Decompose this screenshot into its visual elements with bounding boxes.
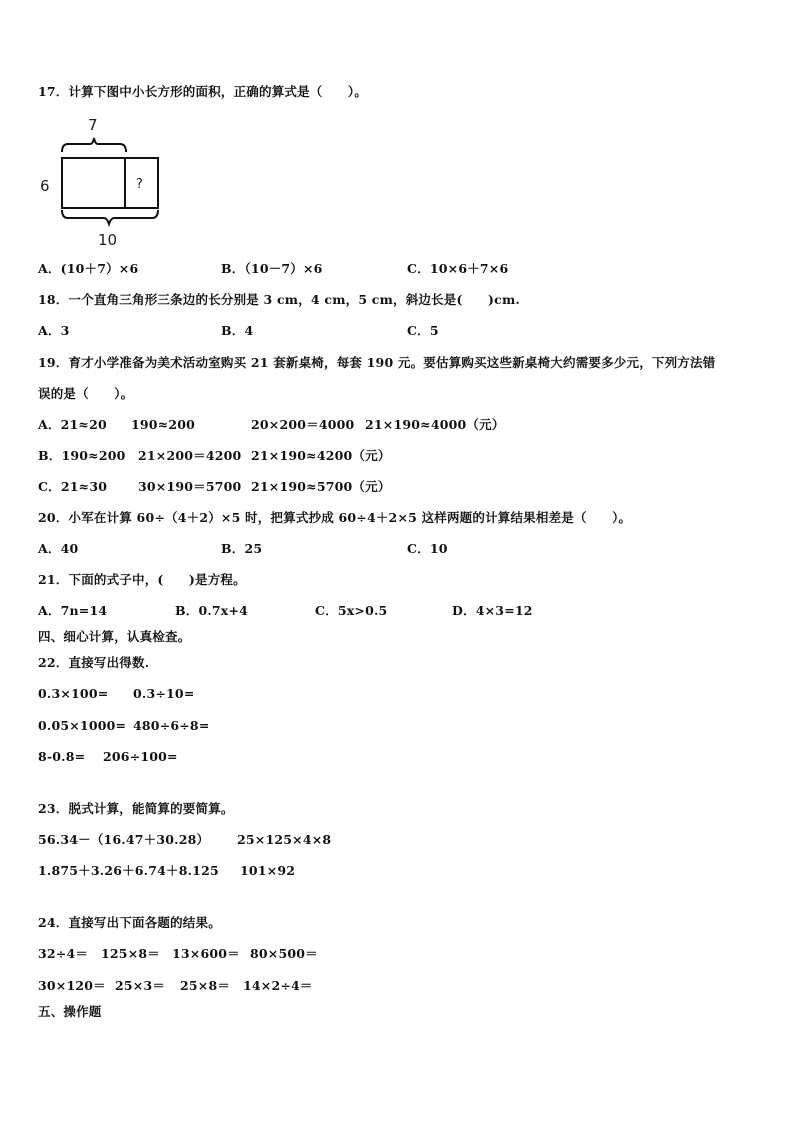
calc-item: 32÷4＝ xyxy=(38,946,89,961)
q22-stem: 22．直接写出得数. xyxy=(38,655,150,670)
calc-item: 8-0.8= xyxy=(38,749,86,764)
option-c[interactable]: C．5 xyxy=(407,323,439,338)
top-length-label: 7 xyxy=(88,116,98,134)
q19-stem-line1: 19．育才小学准备为美术活动室购买 21 套新桌椅，每套 190 元。要估算购买这些新桌椅大约需要多少元，下列方法错 xyxy=(38,355,716,370)
calc-item: 13×600＝ xyxy=(172,946,240,961)
calc-item: 0.3×100= xyxy=(38,686,109,701)
q17-rectangle-figure xyxy=(32,112,172,252)
calc-item: 0.3÷10= xyxy=(133,686,195,701)
option-label: A．21≈20 xyxy=(38,417,107,432)
option-step: 21×190≈4000（元） xyxy=(365,417,505,432)
q21-stem: 21．下面的式子中，( )是方程。 xyxy=(38,572,246,587)
q24-stem: 24．直接写出下面各题的结果。 xyxy=(38,915,221,930)
option-b[interactable]: B．（10－7）×6 xyxy=(221,261,323,276)
option-step: 21×190≈5700（元） xyxy=(251,479,391,494)
q19-stem-line2: 误的是（ ）。 xyxy=(38,386,134,401)
option-a[interactable]: A．3 xyxy=(38,323,70,338)
large-rectangle xyxy=(62,158,158,208)
option-step: 30×190＝5700 xyxy=(138,479,242,494)
option-label: B．190≈200 xyxy=(38,448,126,463)
option-c[interactable]: C．10×6＋7×6 xyxy=(407,261,509,276)
option-a[interactable]: A．40 xyxy=(38,541,79,556)
top-brace xyxy=(62,138,126,152)
section-4-heading: 四、细心计算，认真检查。 xyxy=(38,629,191,644)
option-step: 20×200＝4000 xyxy=(251,417,355,432)
option-c[interactable]: C．5x>0.5 xyxy=(315,603,388,618)
option-a[interactable]: A．(10＋7）×6 xyxy=(38,261,139,276)
option-c[interactable]: C．10 xyxy=(407,541,448,556)
unknown-mark: ? xyxy=(136,177,143,192)
q18-stem: 18．一个直角三角形三条边的长分别是 3 cm，4 cm，5 cm，斜边长是( )cm. xyxy=(38,292,520,307)
calc-item: 30×120＝ xyxy=(38,978,106,993)
calc-item: 14×2÷4＝ xyxy=(243,978,313,993)
option-b[interactable]: B．25 xyxy=(221,541,263,556)
calc-item: 480÷6÷8= xyxy=(133,718,210,733)
calc-item: 80×500＝ xyxy=(250,946,318,961)
q17-stem: 17．计算下图中小长方形的面积，正确的算式是（ ）。 xyxy=(38,84,368,99)
bottom-length-label: 10 xyxy=(98,231,118,249)
option-label: C．21≈30 xyxy=(38,479,108,494)
option-step: 21×190≈4200（元） xyxy=(251,448,391,463)
section-5-heading: 五、操作题 xyxy=(38,1004,102,1019)
q23-stem: 23．脱式计算，能简算的要简算。 xyxy=(38,801,234,816)
calc-item: 125×8＝ xyxy=(101,946,160,961)
calc-item: 206÷100= xyxy=(103,749,178,764)
left-length-label: 6 xyxy=(40,177,50,195)
option-step: 21×200＝4200 xyxy=(138,448,242,463)
option-a[interactable]: A．7n=14 xyxy=(38,603,108,618)
q20-stem: 20．小军在计算 60÷（4＋2）×5 时，把算式抄成 60÷4＋2×5 这样两题的计算结果相差是（ ）。 xyxy=(38,510,632,525)
calc-item: 56.34－（16.47＋30.28） xyxy=(38,832,210,847)
option-step: 190≈200 xyxy=(131,417,196,432)
calc-item: 0.05×1000= xyxy=(38,718,127,733)
option-b[interactable]: B．0.7x+4 xyxy=(175,603,249,618)
bottom-brace xyxy=(62,210,158,224)
calc-item: 101×92 xyxy=(240,863,296,878)
calc-item: 25×8＝ xyxy=(180,978,231,993)
option-b[interactable]: B．4 xyxy=(221,323,254,338)
option-d[interactable]: D．4×3=12 xyxy=(452,603,533,618)
calc-item: 25×3＝ xyxy=(115,978,166,993)
calc-item: 25×125×4×8 xyxy=(237,832,332,847)
calc-item: 1.875＋3.26＋6.74＋8.125 xyxy=(38,863,219,878)
